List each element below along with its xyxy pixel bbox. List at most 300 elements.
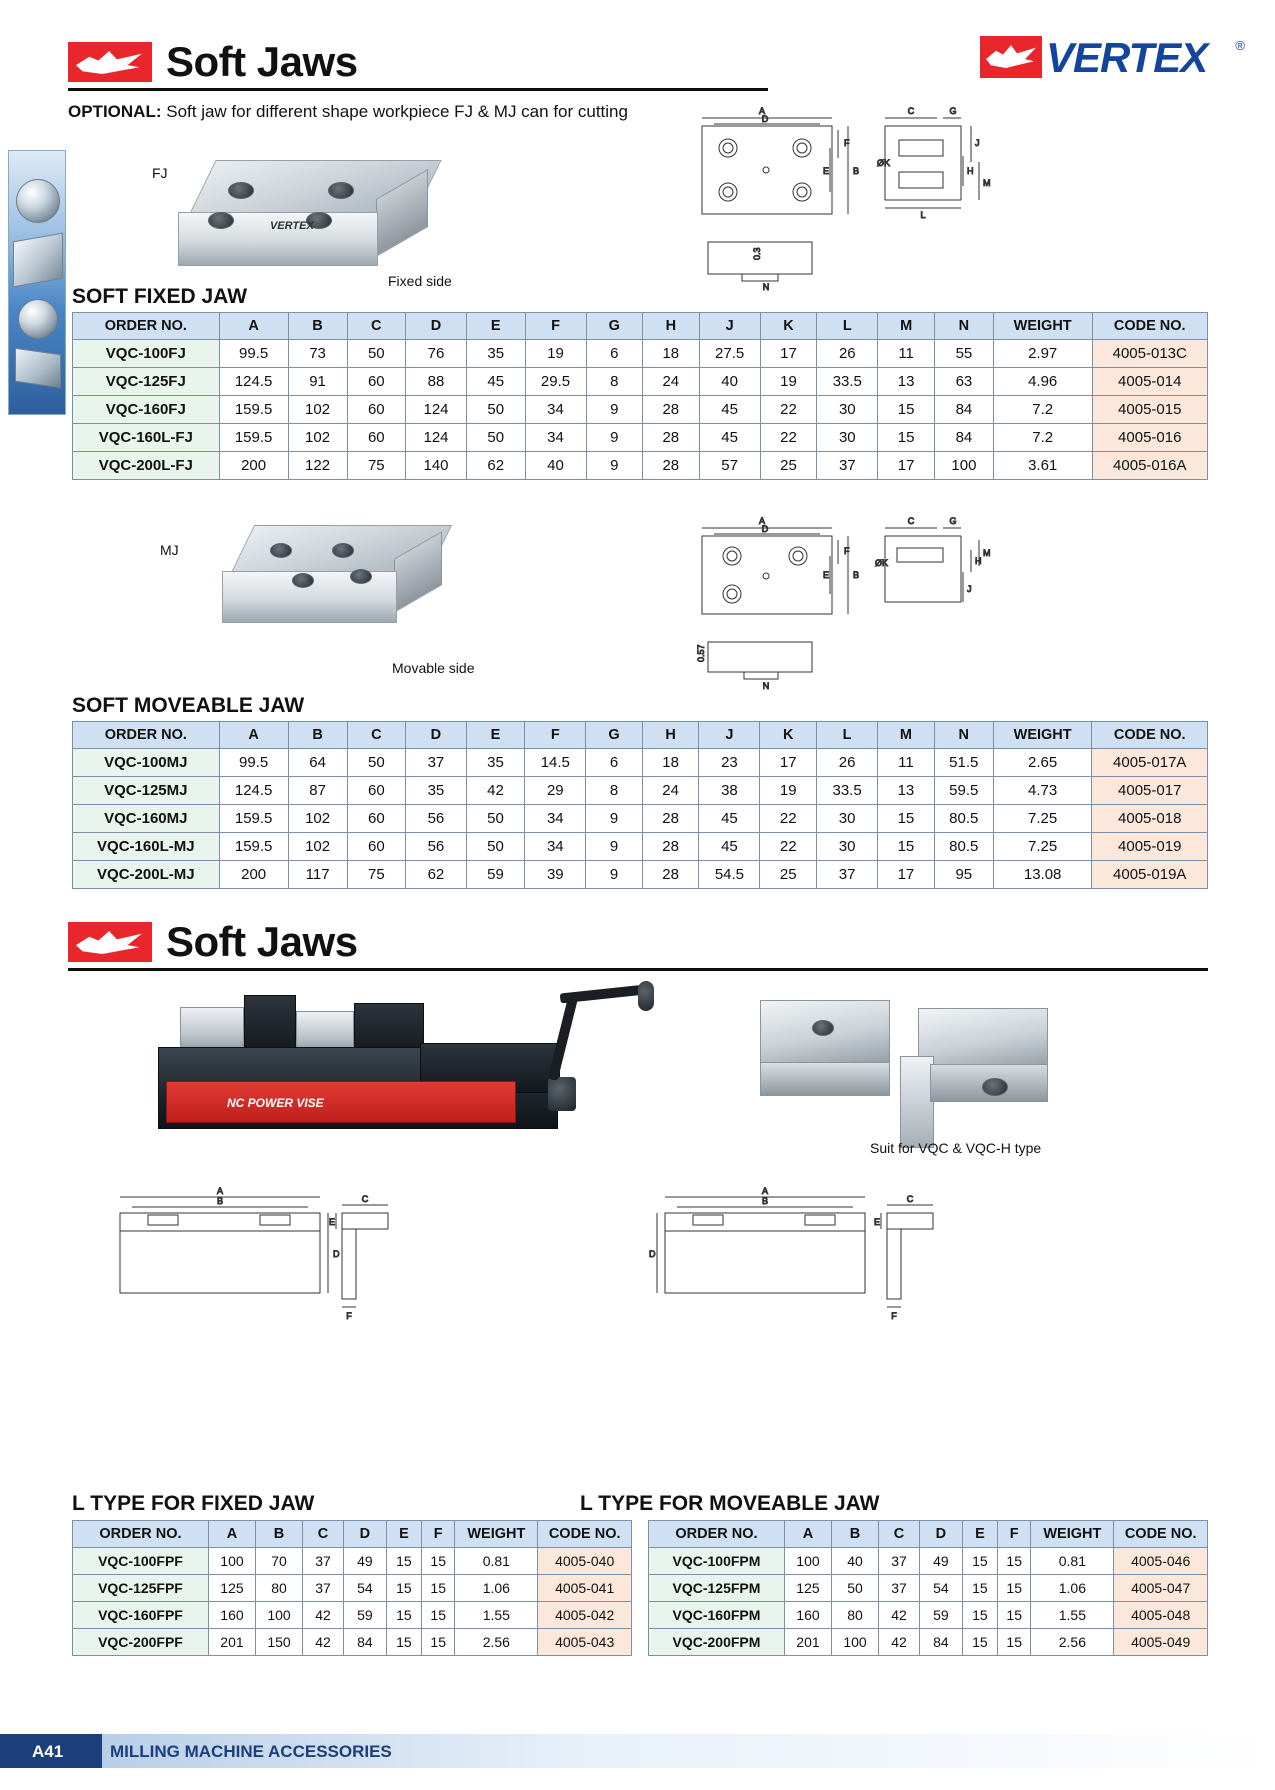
svg-text:M: M <box>983 178 991 188</box>
code-number-cell: 4005-049 <box>1114 1629 1208 1656</box>
table-row <box>73 1629 632 1656</box>
dimension-cell: 19 <box>760 777 817 805</box>
page-title: Soft Jaws <box>166 38 358 85</box>
dimension-cell: 125 <box>784 1575 831 1602</box>
svg-text:H: H <box>967 166 974 176</box>
svg-text:N: N <box>762 681 770 691</box>
dimension-cell: 34 <box>525 833 586 861</box>
code-number-cell: 4005-040 <box>538 1548 632 1575</box>
dimension-cell: 34 <box>525 805 586 833</box>
soft-moveable-jaw-table <box>72 721 1208 889</box>
code-number-cell: 4005-019A <box>1092 861 1208 889</box>
registered-mark: ® <box>1235 38 1245 53</box>
dimension-cell: 40 <box>525 452 586 480</box>
dimension-cell: 1.06 <box>455 1575 538 1602</box>
dimension-cell: 37 <box>406 749 467 777</box>
table-row <box>73 1548 632 1575</box>
dimension-cell: 54 <box>919 1575 962 1602</box>
dimension-cell: 15 <box>998 1602 1031 1629</box>
mj-technical-drawing <box>690 510 1050 700</box>
dimension-cell: 15 <box>878 833 935 861</box>
dimension-cell: 37 <box>879 1575 920 1602</box>
dimension-cell: 34 <box>525 424 586 452</box>
column-header: B <box>832 1521 879 1548</box>
order-number-cell: VQC-200L-FJ <box>73 452 220 480</box>
column-header: D <box>406 722 467 749</box>
order-number-cell: VQC-125FPM <box>649 1575 785 1602</box>
dimension-cell: 200 <box>219 861 288 889</box>
dimension-cell: 35 <box>406 777 467 805</box>
dimension-cell: 30 <box>817 833 878 861</box>
dimension-cell: 100 <box>934 452 993 480</box>
svg-text:F: F <box>891 1311 897 1321</box>
svg-text:A: A <box>216 1186 224 1196</box>
dimension-cell: 102 <box>288 424 347 452</box>
column-header: L <box>817 722 878 749</box>
dimension-cell: 0.81 <box>455 1548 538 1575</box>
column-header: C <box>303 1521 344 1548</box>
dimension-cell: 28 <box>642 396 699 424</box>
dimension-cell: 50 <box>466 396 525 424</box>
section-title-ltype-fixed: L TYPE FOR FIXED JAW <box>72 1492 315 1515</box>
dimension-cell: 63 <box>934 368 993 396</box>
dimension-cell: 80 <box>832 1602 879 1629</box>
order-number-cell: VQC-200L-MJ <box>73 861 220 889</box>
dimension-cell: 84 <box>934 396 993 424</box>
dimension-cell: 37 <box>303 1575 344 1602</box>
dimension-cell: 91 <box>288 368 347 396</box>
vertex-brand-logo <box>980 34 1245 82</box>
dimension-cell: 42 <box>466 777 525 805</box>
code-number-cell: 4005-017 <box>1092 777 1208 805</box>
dimension-cell: 8 <box>586 777 642 805</box>
svg-text:D: D <box>761 114 769 124</box>
dimension-cell: 140 <box>406 452 467 480</box>
title-underline <box>68 88 768 91</box>
code-number-cell: 4005-042 <box>538 1602 632 1629</box>
dimension-cell: 56 <box>406 833 467 861</box>
dimension-cell: 60 <box>347 833 406 861</box>
dimension-cell: 11 <box>878 749 935 777</box>
dimension-cell: 15 <box>386 1629 421 1656</box>
column-header: WEIGHT <box>993 313 1092 340</box>
dimension-cell: 15 <box>962 1602 997 1629</box>
dimension-cell: 7.2 <box>993 424 1092 452</box>
dimension-cell: 15 <box>422 1602 455 1629</box>
l-block-moveable-image <box>900 1008 1050 1148</box>
svg-text:J: J <box>975 138 980 148</box>
code-number-cell: 4005-048 <box>1114 1602 1208 1629</box>
table-header-row <box>73 1521 632 1548</box>
column-header: M <box>878 313 935 340</box>
dimension-cell: 42 <box>879 1629 920 1656</box>
optional-label: OPTIONAL: <box>68 102 162 121</box>
column-header: K <box>760 313 817 340</box>
dimension-cell: 50 <box>347 749 406 777</box>
dimension-cell: 24 <box>642 777 699 805</box>
section-title-soft-moveable-jaw: SOFT MOVEABLE JAW <box>72 694 305 717</box>
vise-label-text: NC POWER VISE <box>227 1096 324 1110</box>
order-number-cell: VQC-125FJ <box>73 368 220 396</box>
dimension-cell: 45 <box>699 396 760 424</box>
suit-for-caption: Suit for VQC & VQC-H type <box>870 1140 1042 1156</box>
dimension-cell: 60 <box>347 424 406 452</box>
order-number-cell: VQC-160MJ <box>73 805 220 833</box>
dimension-cell: 37 <box>817 861 878 889</box>
column-header: A <box>784 1521 831 1548</box>
page-title-block <box>68 38 358 86</box>
svg-text:E: E <box>823 570 830 580</box>
dimension-cell: 14.5 <box>525 749 586 777</box>
dimension-cell: 60 <box>347 396 406 424</box>
dimension-cell: 62 <box>406 861 467 889</box>
dimension-cell: 2.65 <box>993 749 1092 777</box>
dimension-cell: 7.25 <box>993 805 1092 833</box>
order-number-cell: VQC-160L-MJ <box>73 833 220 861</box>
dimension-cell: 99.5 <box>219 749 288 777</box>
code-number-cell: 4005-018 <box>1092 805 1208 833</box>
dimension-cell: 55 <box>934 340 993 368</box>
dimension-cell: 84 <box>919 1629 962 1656</box>
dimension-cell: 15 <box>386 1602 421 1629</box>
table-row <box>73 396 1208 424</box>
dimension-cell: 159.5 <box>219 424 288 452</box>
code-number-cell: 4005-046 <box>1114 1548 1208 1575</box>
dimension-cell: 22 <box>760 396 817 424</box>
page-title-block-2 <box>68 918 358 966</box>
fj-label: FJ <box>152 165 168 181</box>
dimension-cell: 11 <box>878 340 935 368</box>
dimension-cell: 159.5 <box>219 396 288 424</box>
order-number-cell: VQC-100FPF <box>73 1548 209 1575</box>
vertex-eagle-icon <box>980 36 1042 78</box>
dimension-cell: 15 <box>422 1548 455 1575</box>
table-row <box>73 368 1208 396</box>
dimension-cell: 4.96 <box>993 368 1092 396</box>
dimension-cell: 13.08 <box>993 861 1092 889</box>
dimension-cell: 201 <box>208 1629 255 1656</box>
dimension-cell: 33.5 <box>817 368 878 396</box>
dimension-cell: 37 <box>879 1548 920 1575</box>
svg-text:C: C <box>907 106 915 116</box>
dimension-cell: 9 <box>586 424 642 452</box>
column-header: G <box>586 313 642 340</box>
dimension-cell: 18 <box>642 749 699 777</box>
svg-text:L: L <box>920 210 926 220</box>
svg-text:D: D <box>649 1249 656 1259</box>
dimension-cell: 19 <box>760 368 817 396</box>
code-number-cell: 4005-015 <box>1092 396 1208 424</box>
dimension-cell: 9 <box>586 861 642 889</box>
svg-text:N: N <box>762 282 770 292</box>
dimension-cell: 0.81 <box>1031 1548 1114 1575</box>
svg-text:F: F <box>346 1311 352 1321</box>
dimension-cell: 8 <box>586 368 642 396</box>
column-header: B <box>288 722 347 749</box>
dimension-cell: 17 <box>878 861 935 889</box>
svg-text:J: J <box>967 584 972 594</box>
dimension-cell: 1.55 <box>1031 1602 1114 1629</box>
dimension-cell: 38 <box>699 777 760 805</box>
svg-text:F: F <box>844 546 850 556</box>
order-number-cell: VQC-200FPM <box>649 1629 785 1656</box>
table-row <box>73 1602 632 1629</box>
column-header: J <box>699 313 760 340</box>
dimension-cell: 124.5 <box>219 368 288 396</box>
column-header: ORDER NO. <box>649 1521 785 1548</box>
table-header-row <box>73 313 1208 340</box>
vertex-wordmark: VERTEX <box>1046 34 1208 81</box>
dimension-cell: 37 <box>303 1548 344 1575</box>
code-number-cell: 4005-016 <box>1092 424 1208 452</box>
column-header: N <box>934 313 993 340</box>
table-header-row <box>73 722 1208 749</box>
dimension-cell: 34 <box>525 396 586 424</box>
table-row <box>73 861 1208 889</box>
dimension-cell: 124 <box>406 424 467 452</box>
dimension-cell: 9 <box>586 833 642 861</box>
dimension-cell: 17 <box>760 749 817 777</box>
table-row <box>649 1602 1208 1629</box>
dimension-cell: 59 <box>343 1602 386 1629</box>
dimension-cell: 17 <box>878 452 935 480</box>
dimension-cell: 27.5 <box>699 340 760 368</box>
ltype-fixed-table <box>72 1520 632 1656</box>
dimension-cell: 42 <box>303 1629 344 1656</box>
column-header: D <box>343 1521 386 1548</box>
dimension-cell: 102 <box>288 805 347 833</box>
column-header: G <box>586 722 642 749</box>
dimension-cell: 25 <box>760 452 817 480</box>
dimension-cell: 22 <box>760 424 817 452</box>
dimension-cell: 30 <box>817 396 878 424</box>
svg-text:D: D <box>761 524 769 534</box>
dimension-cell: 13 <box>878 368 935 396</box>
dimension-cell: 62 <box>466 452 525 480</box>
svg-text:G: G <box>949 106 957 116</box>
vise-product-image <box>140 985 620 1175</box>
code-number-cell: 4005-041 <box>538 1575 632 1602</box>
mj-product-image <box>222 525 442 635</box>
table-row <box>73 1575 632 1602</box>
dimension-cell: 124.5 <box>219 777 288 805</box>
movable-side-caption: Movable side <box>392 660 475 676</box>
column-header: WEIGHT <box>1031 1521 1114 1548</box>
dimension-cell: 42 <box>303 1602 344 1629</box>
dimension-cell: 87 <box>288 777 347 805</box>
column-header: ORDER NO. <box>73 313 220 340</box>
code-number-cell: 4005-047 <box>1114 1575 1208 1602</box>
column-header: M <box>878 722 935 749</box>
column-header: C <box>347 313 406 340</box>
dimension-cell: 54 <box>343 1575 386 1602</box>
table-row <box>73 749 1208 777</box>
svg-text:H: H <box>975 556 982 566</box>
order-number-cell: VQC-200FPF <box>73 1629 209 1656</box>
dimension-cell: 37 <box>817 452 878 480</box>
dimension-cell: 125 <box>208 1575 255 1602</box>
column-header: F <box>998 1521 1031 1548</box>
table-row <box>73 777 1208 805</box>
svg-text:G: G <box>949 516 957 526</box>
title-underline-2 <box>68 968 1208 971</box>
dimension-cell: 28 <box>642 424 699 452</box>
dimension-cell: 102 <box>288 396 347 424</box>
decorative-side-strip <box>8 150 66 415</box>
dimension-cell: 49 <box>919 1548 962 1575</box>
dimension-cell: 64 <box>288 749 347 777</box>
dimension-cell: 42 <box>879 1602 920 1629</box>
dimension-cell: 15 <box>998 1548 1031 1575</box>
dimension-cell: 2.56 <box>455 1629 538 1656</box>
code-number-cell: 4005-017A <box>1092 749 1208 777</box>
dimension-cell: 80 <box>255 1575 302 1602</box>
eagle-logo-icon-2 <box>68 922 152 962</box>
dimension-cell: 80.5 <box>934 805 993 833</box>
dimension-cell: 4.73 <box>993 777 1092 805</box>
dimension-cell: 160 <box>784 1602 831 1629</box>
column-header: N <box>934 722 993 749</box>
svg-text:M: M <box>983 548 991 558</box>
dimension-cell: 84 <box>343 1629 386 1656</box>
column-header: H <box>642 313 699 340</box>
dimension-cell: 117 <box>288 861 347 889</box>
dimension-cell: 49 <box>343 1548 386 1575</box>
dimension-cell: 28 <box>642 805 699 833</box>
column-header: A <box>219 313 288 340</box>
svg-text:B: B <box>853 166 860 176</box>
dimension-cell: 160 <box>208 1602 255 1629</box>
soft-fixed-jaw-table <box>72 312 1208 480</box>
dimension-cell: 70 <box>255 1548 302 1575</box>
eagle-logo-icon <box>68 42 152 82</box>
table-header-row <box>649 1521 1208 1548</box>
column-header: CODE NO. <box>1114 1521 1208 1548</box>
dimension-cell: 45 <box>699 833 760 861</box>
dimension-cell: 19 <box>525 340 586 368</box>
dimension-cell: 60 <box>347 805 406 833</box>
dimension-cell: 15 <box>962 1629 997 1656</box>
dimension-cell: 75 <box>347 861 406 889</box>
dimension-cell: 35 <box>466 340 525 368</box>
dimension-cell: 54.5 <box>699 861 760 889</box>
dimension-cell: 99.5 <box>219 340 288 368</box>
table-row <box>649 1548 1208 1575</box>
column-header: H <box>642 722 699 749</box>
dimension-cell: 100 <box>784 1548 831 1575</box>
svg-text:B: B <box>853 570 860 580</box>
column-header: E <box>466 722 525 749</box>
dimension-cell: 33.5 <box>817 777 878 805</box>
svg-text:ØK: ØK <box>877 158 891 168</box>
optional-note <box>68 102 628 122</box>
dimension-cell: 76 <box>406 340 467 368</box>
dimension-cell: 13 <box>878 777 935 805</box>
dimension-cell: 15 <box>422 1575 455 1602</box>
column-header: C <box>879 1521 920 1548</box>
footer-page-number: A41 <box>32 1742 64 1761</box>
order-number-cell: VQC-125FPF <box>73 1575 209 1602</box>
column-header: WEIGHT <box>455 1521 538 1548</box>
dimension-cell: 59.5 <box>934 777 993 805</box>
column-header: A <box>219 722 288 749</box>
svg-text:A: A <box>758 106 766 116</box>
dimension-cell: 50 <box>466 833 525 861</box>
dimension-cell: 29.5 <box>525 368 586 396</box>
fixed-side-caption: Fixed side <box>388 273 452 289</box>
dimension-cell: 201 <box>784 1629 831 1656</box>
order-number-cell: VQC-100MJ <box>73 749 220 777</box>
dimension-cell: 15 <box>878 805 935 833</box>
dimension-cell: 7.2 <box>993 396 1092 424</box>
svg-text:B: B <box>216 1196 224 1206</box>
dimension-cell: 15 <box>878 396 935 424</box>
dimension-cell: 100 <box>832 1629 879 1656</box>
dimension-cell: 45 <box>699 424 760 452</box>
dimension-cell: 22 <box>760 833 817 861</box>
column-header: F <box>525 313 586 340</box>
svg-text:0.3: 0.3 <box>752 247 762 260</box>
dimension-cell: 45 <box>466 368 525 396</box>
column-header: ORDER NO. <box>73 722 220 749</box>
column-header: B <box>255 1521 302 1548</box>
dimension-cell: 50 <box>466 805 525 833</box>
svg-text:A: A <box>758 516 766 526</box>
dimension-cell: 159.5 <box>219 833 288 861</box>
dimension-cell: 28 <box>642 861 699 889</box>
dimension-cell: 60 <box>347 368 406 396</box>
column-header: D <box>919 1521 962 1548</box>
dimension-cell: 15 <box>386 1575 421 1602</box>
dimension-cell: 1.06 <box>1031 1575 1114 1602</box>
svg-text:ØK: ØK <box>875 558 889 568</box>
dimension-cell: 75 <box>347 452 406 480</box>
dimension-cell: 102 <box>288 833 347 861</box>
dimension-cell: 23 <box>699 749 760 777</box>
ltype-fixed-drawing <box>110 1185 410 1335</box>
column-header: C <box>347 722 406 749</box>
table-row <box>73 452 1208 480</box>
page-title-2: Soft Jaws <box>166 918 358 965</box>
dimension-cell: 15 <box>878 424 935 452</box>
dimension-cell: 59 <box>466 861 525 889</box>
table-row <box>73 424 1208 452</box>
column-header: E <box>466 313 525 340</box>
dimension-cell: 2.56 <box>1031 1629 1114 1656</box>
dimension-cell: 15 <box>422 1629 455 1656</box>
dimension-cell: 17 <box>760 340 817 368</box>
dimension-cell: 150 <box>255 1629 302 1656</box>
dimension-cell: 9 <box>586 396 642 424</box>
svg-text:E: E <box>329 1217 336 1227</box>
table-row <box>73 833 1208 861</box>
ltype-moveable-table <box>648 1520 1208 1656</box>
svg-text:D: D <box>333 1249 340 1259</box>
section-title-soft-fixed-jaw: SOFT FIXED JAW <box>72 285 248 308</box>
dimension-cell: 88 <box>406 368 467 396</box>
table-row <box>73 805 1208 833</box>
code-number-cell: 4005-013C <box>1092 340 1208 368</box>
dimension-cell: 15 <box>386 1548 421 1575</box>
dimension-cell: 6 <box>586 340 642 368</box>
ltype-moveable-drawing <box>649 1185 955 1335</box>
dimension-cell: 25 <box>760 861 817 889</box>
table-row <box>649 1629 1208 1656</box>
table-row <box>73 340 1208 368</box>
dimension-cell: 100 <box>255 1602 302 1629</box>
dimension-cell: 50 <box>832 1575 879 1602</box>
dimension-cell: 9 <box>586 452 642 480</box>
